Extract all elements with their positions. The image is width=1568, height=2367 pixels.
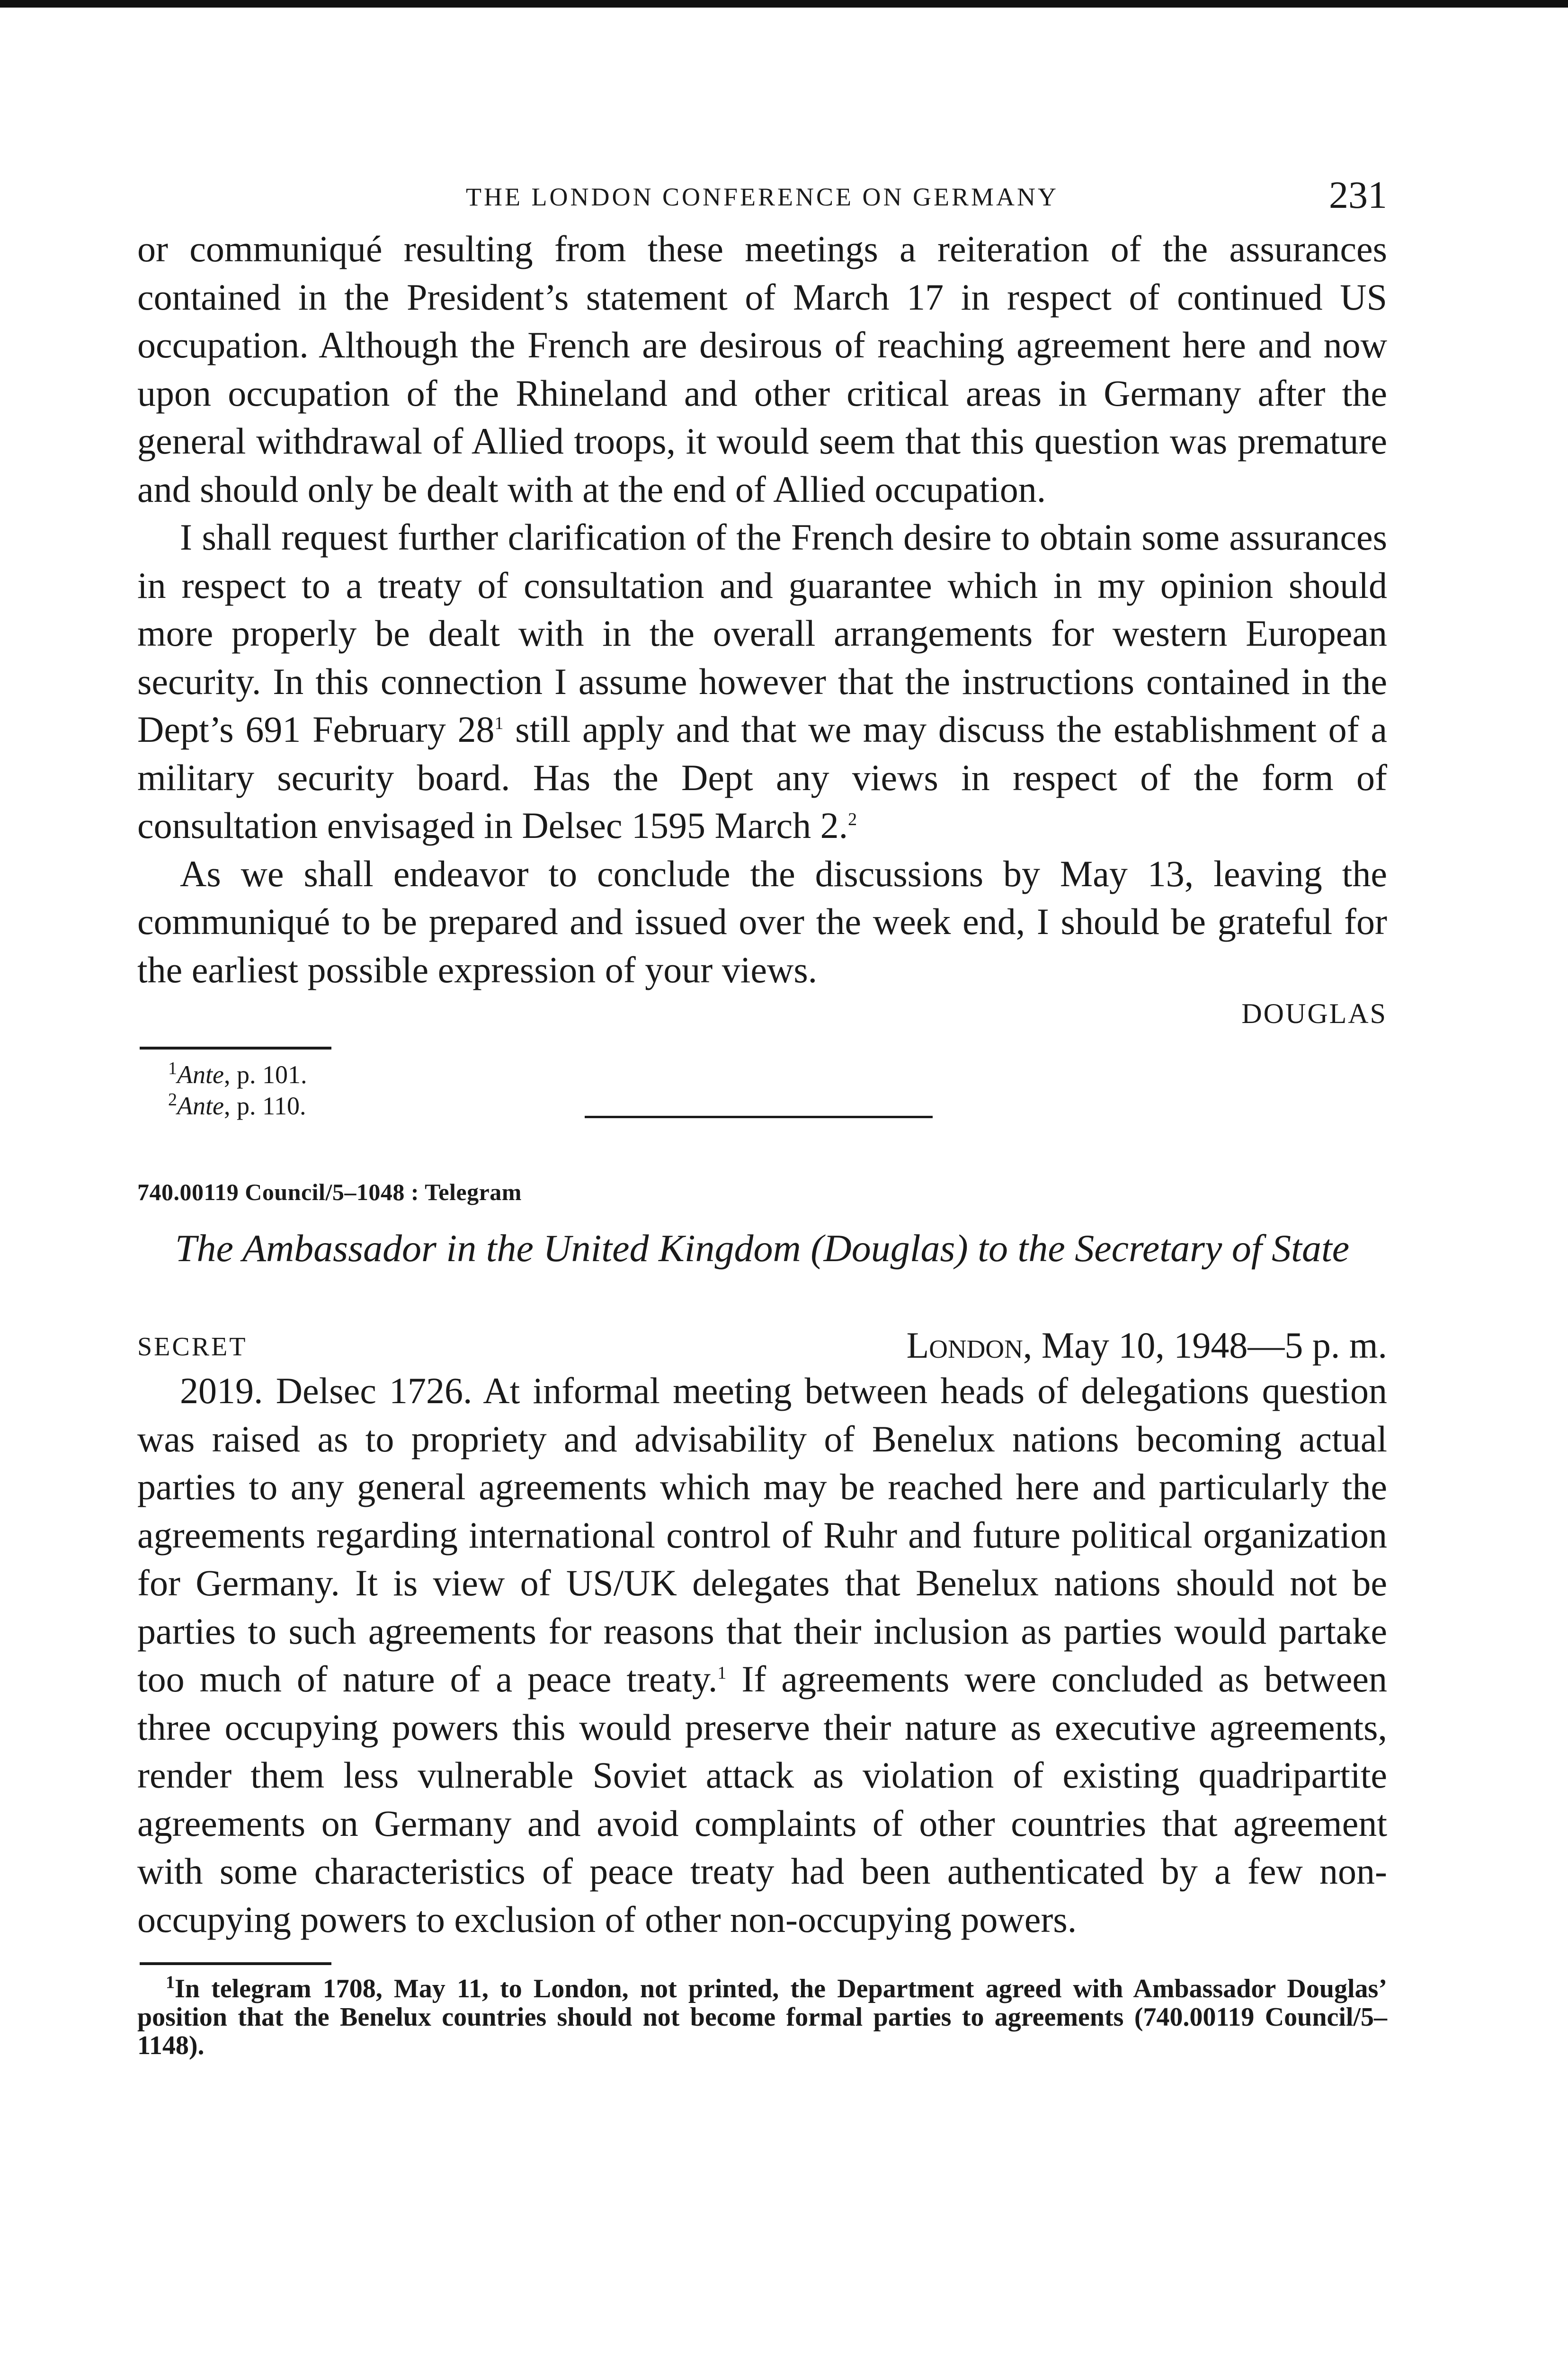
body-paragraph-3: As we shall endeavor to conclude the discussions by May 13, leaving the communiqué to be prepared and issued over the week end, I should be grateful for the earliest possible expression of your views. [137, 853, 1387, 990]
footnotes-1 [137, 1059, 1387, 1121]
footnote-2: $^2$Ante, p. 110. [168, 1090, 306, 1120]
dateline-place: London [906, 1325, 1023, 1366]
body-paragraph-2-text-b: still apply and that we may discuss the establishment of a military security board. Has the Dept any views in respect of the form of consultation envisaged in Delsec 1595 March 2. [137, 709, 1387, 846]
top-edge-rule [0, 0, 1568, 8]
file-reference: 740.00119 Council/5–1048 : Telegram [137, 1179, 522, 1205]
document-title: The Ambassador in the United Kingdom (Douglas) to the Secretary of State [175, 1227, 1350, 1270]
footnote-1: $^1$Ante, p. 101. [168, 1059, 307, 1089]
dateline [907, 1324, 1387, 1367]
footnote-ref-2: 2 [848, 810, 857, 829]
page-number: 231 [1329, 173, 1387, 216]
telegram-footnote: $^1$In telegram 1708, May 11, to London, not printed, the Department agreed with Ambassador Douglas’ position that the Benelux countries should not become formal parties to agreements (740.00119 Council/5–1148). [137, 1972, 1387, 2060]
telegram-text-b: If agreements were concluded as between three occupying powers this would preserve their nature as executive agreements, render them less vulnerable Soviet attack as violation of existing quadripartite agreements on Germany and avoid complaints of other countries that agreement with some characteristics of peace treaty had been authenticated by a few non-occupying powers to exclusion of other non-occupying powers. [137, 1658, 1387, 1940]
telegram-text-a: 2019. Delsec 1726. At informal meeting between heads of delegations question was raised as to propriety and advisability of Benelux nations becoming actual parties to any general agreements which may be reached here and particularly the agreements regarding international control of Ruhr and future political organization for Germany. It is view of US/UK delegates that Benelux nations should not be parties to such agreements for reasons that their inclusion as parties would partake too much of nature of a peace treaty. [137, 1370, 1387, 1700]
footnote-rule-2 [140, 1962, 331, 1965]
footnote-ref-1: 1 [494, 713, 504, 733]
running-head: THE LONDON CONFERENCE ON GERMANY [466, 183, 1059, 211]
footnote-rule [140, 1047, 331, 1050]
telegram-paragraph [137, 1367, 1387, 1943]
footnote-ref-telegram: 1 [717, 1663, 727, 1683]
section-separator-rule [585, 1116, 933, 1118]
document-page [137, 173, 1387, 2060]
page-header [137, 173, 1387, 225]
classification: SECRET [137, 1332, 248, 1361]
body-paragraph-1: or communiqué resulting from these meetings a reiteration of the assurances contained in the President’s statement of March 17 in respect of continued US occupation. Although the French are desirous of reaching agreement here and now upon occupation of the Rhineland and other critical areas in Germany after the general withdrawal of Allied troops, it would seem that this question was premature and should only be dealt with at the end of Allied occupation. [137, 228, 1387, 510]
dateline-date: , May 10, 1948—5 p. m. [1023, 1325, 1387, 1366]
body-paragraph-2-text-a: I shall request further clarification of the French desire to obtain some assurances in respect to a treaty of consultation and guarantee which in my opinion should more properly be dealt with in the overall arrangements for western European security. In this connection I assume however that the instructions contained in the Dept’s 691 February 28 [137, 516, 1387, 750]
body-paragraph-2 [137, 513, 1387, 850]
dateline-row [137, 1315, 1387, 1367]
signature: DOUGLAS [1241, 998, 1387, 1029]
